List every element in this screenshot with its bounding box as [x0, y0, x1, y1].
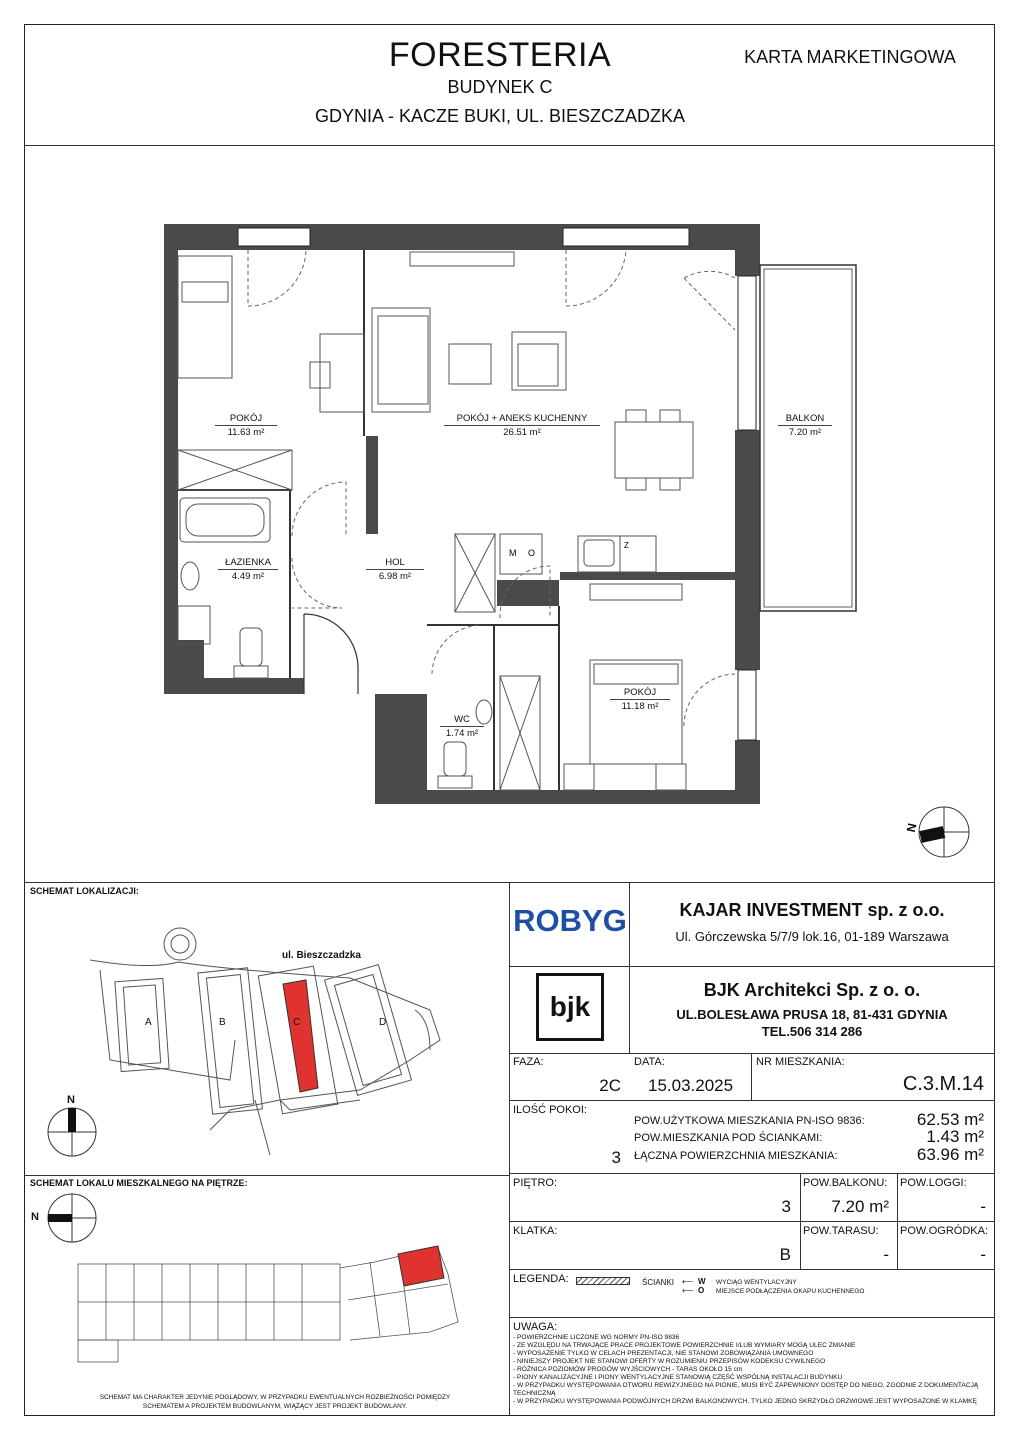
room-area: 11.18 m² — [621, 701, 659, 712]
note-line: - W PRZYPADKU WYSTĘPOWANIA OTWORU REWIZYJNEGO NA PIONIE, MUSI BYĆ ZAPEWNIONY DOSTĘP DO NIEGO, ZGODNIE Z DOKUMENTACJĄ TECHNICZNĄ — [513, 1382, 979, 1397]
nr-label: NR MIESZKANIA: — [756, 1056, 845, 1068]
room-label-balkon — [778, 412, 832, 439]
arrow-o-icon: ⟵ — [682, 1286, 694, 1295]
note-line: - POWIERZCHNIE LICZONE WG NORMY PN-ISO 9836 — [513, 1334, 680, 1341]
legend-o: O — [698, 1286, 705, 1295]
legend-walls: ŚCIANKI — [642, 1278, 675, 1287]
faza-label: FAZA: — [513, 1056, 544, 1068]
location-map — [30, 900, 505, 1172]
pow-laczna-label: ŁĄCZNA POWIERZCHNIA MIESZKANIA: — [634, 1150, 838, 1162]
pow-uzyt-label: POW.UŻYTKOWA MIESZKANIA PN-ISO 9836: — [634, 1115, 865, 1127]
notes-list — [513, 1334, 983, 1406]
location-north: N — [67, 1094, 75, 1106]
floor-scheme-disclaimer: SCHEMAT MA CHARAKTER JEDYNIE POGLĄDOWY, W PRZYPADKU EWENTUALNYCH ROZBIEŻNOŚCI POMIĘDZY SCHEMATEM A PROJEKTEM BUDOWLANYM, WIĄŻĄCY JEST PROJEKT BUDOWLANY. — [99, 1394, 451, 1410]
room-name: ŁAZIENKA — [218, 556, 278, 570]
ogrodek-label: POW.OGRÓDKA: — [900, 1225, 989, 1237]
card-type: KARTA MARKETINGOWA — [744, 47, 956, 67]
arrow-w-icon: ⟵ — [682, 1277, 694, 1286]
building-c-label: C — [293, 1017, 301, 1028]
plan-north: N — [903, 821, 920, 834]
mark-z: Z — [624, 541, 629, 550]
room-area: 7.20 m² — [788, 427, 822, 438]
developer-name: KAJAR INVESTMENT sp. z o.o. — [679, 900, 945, 920]
room-area: 1.74 m² — [445, 728, 479, 739]
pokoje-label: ILOŚĆ POKOI: — [513, 1104, 587, 1116]
balkon-value: 7.20 m² — [831, 1197, 889, 1216]
architect-name: BJK Architekci Sp. z o. o. — [703, 980, 921, 1000]
architect-phone: TEL.506 314 286 — [761, 1024, 863, 1039]
room-name: WC — [440, 713, 484, 727]
faza-value: 2C — [599, 1076, 621, 1095]
bjk-logo: bjk — [536, 973, 604, 1041]
room-area: 4.49 m² — [231, 571, 265, 582]
pokoje-value: 3 — [611, 1148, 621, 1167]
room-label-pokoj-1 — [215, 412, 277, 439]
info-divider-3 — [509, 1173, 995, 1174]
note-line: - NINIEJSZY PROJEKT NIE STANOWI OFERTY W ROZUMIENIU PRZEPISÓW KODEKSU CYWILNEGO — [513, 1358, 826, 1365]
info-vdivider-1 — [751, 1053, 752, 1100]
ogrodek-value: - — [980, 1245, 986, 1264]
legend-o-text: MIEJSCE PODŁĄCZENIA OKAPU KUCHENNEGO — [716, 1288, 865, 1295]
data-value: 15.03.2025 — [648, 1076, 734, 1095]
building-name: BUDYNEK C — [447, 77, 553, 97]
pow-laczna-value: 63.96 m² — [916, 1145, 984, 1164]
pow-sciany-value: 1.43 m² — [926, 1127, 984, 1146]
room-name: POKÓJ — [215, 412, 277, 426]
building-d-label: D — [379, 1017, 387, 1028]
developer-divider — [509, 966, 995, 967]
robyg-logo: ROBYG — [513, 903, 627, 938]
pietro-label: PIĘTRO: — [513, 1177, 558, 1189]
left-divider — [24, 1175, 509, 1176]
pow-sciany-label: POW.MIESZKANIA POD ŚCIANKAMI: — [634, 1132, 823, 1144]
room-name: BALKON — [778, 412, 832, 426]
taras-label: POW.TARASU: — [803, 1225, 879, 1237]
room-area: 11.63 m² — [227, 427, 265, 438]
building-a-label: A — [145, 1017, 152, 1028]
info-divider-2 — [509, 1100, 995, 1101]
room-name: POKÓJ + ANEKS KUCHENNY — [444, 412, 600, 426]
balkon-label: POW.BALKONU: — [803, 1177, 888, 1189]
note-line: - WYPOSAŻENIE TYLKO W CELACH PREZENTACJI, NIE STANOWI ZOBOWIĄZANIA UMOWNEGO — [513, 1350, 814, 1357]
street-label: ul. Bieszczadzka — [282, 950, 361, 961]
location-heading: SCHEMAT LOKALIZACJI: — [30, 886, 139, 896]
floor-scheme-heading: SCHEMAT LOKALU MIESZKALNEGO NA PIĘTRZE: — [30, 1178, 248, 1188]
bottom-vertical-divider — [509, 882, 510, 1416]
room-label-hol — [366, 556, 424, 583]
taras-value: - — [883, 1245, 889, 1264]
mark-o: O — [528, 548, 536, 558]
pow-uzyt-value: 62.53 m² — [916, 1110, 984, 1129]
legenda-label: LEGENDA: — [513, 1273, 569, 1285]
notes-heading: UWAGA: — [513, 1321, 558, 1333]
klatka-label: KLATKA: — [513, 1225, 558, 1237]
room-area: 26.51 m² — [503, 427, 541, 438]
building-b-label: B — [219, 1017, 226, 1028]
info-divider-6 — [509, 1317, 995, 1318]
info-divider-5 — [509, 1269, 995, 1270]
room-name: HOL — [366, 556, 424, 570]
pietro-value: 3 — [781, 1197, 791, 1216]
wall-hatch-swatch — [576, 1277, 630, 1285]
room-label-salon — [444, 412, 600, 439]
room-label-lazienka — [218, 556, 278, 583]
info-divider-1 — [509, 1053, 995, 1054]
mark-w: M — [509, 548, 517, 558]
floor-scheme-north: N — [31, 1211, 39, 1223]
note-line: - W PRZYPADKU WYSTĘPOWANIA PODWÓJNYCH DRZWI BALKONOWYCH, TYLKO JEDNO SKRZYDŁO DRZWIOWE JEST WYPOSAŻONE W KLAMKĘ — [513, 1398, 977, 1405]
project-title: FORESTERIA — [388, 36, 612, 74]
floor-scheme-map — [30, 1192, 505, 1392]
note-line: - PIONY KANALIZACYJNE I PIONY WENTYLACYJNE STANOWIĄ CZĘŚĆ WSPÓLNĄ INSTALACJI BUDYNKU — [513, 1374, 843, 1381]
architect-address: UL.BOLESŁAWA PRUSA 18, 81-431 GDYNIA — [676, 1007, 948, 1022]
developer-address: Ul. Górczewska 5/7/9 lok.16, 01-189 Warszawa — [675, 929, 949, 944]
note-line: - ZE WZGLĘDU NA TRWAJĄCE PRACE PROJEKTOWE POWIERZCHNIE I/LUB WYMIARY MOGĄ ULEC ZMIANIE — [513, 1342, 856, 1349]
legend-w-text: WYCIĄG WENTYLACYJNY — [716, 1279, 797, 1286]
legend-w: W — [698, 1277, 706, 1286]
project-address: GDYNIA - KACZE BUKI, UL. BIESZCZADZKA — [314, 106, 686, 126]
nr-value: C.3.M.14 — [902, 1073, 984, 1095]
klatka-value: B — [779, 1245, 791, 1264]
room-name: POKÓJ — [610, 686, 670, 700]
data-label: DATA: — [634, 1056, 665, 1068]
loggia-value: - — [980, 1197, 986, 1216]
loggia-label: POW.LOGGI: — [900, 1177, 967, 1189]
room-area: 6.98 m² — [378, 571, 412, 582]
info-divider-4 — [509, 1221, 995, 1222]
note-line: - RÓŻNICA POZIOMÓW PROGÓW WYJŚCIOWYCH - TARAS OKOŁO 15 cm — [513, 1366, 743, 1373]
logo-divider — [629, 882, 630, 1053]
room-label-wc — [440, 713, 484, 740]
room-label-pokoj-2 — [610, 686, 670, 713]
